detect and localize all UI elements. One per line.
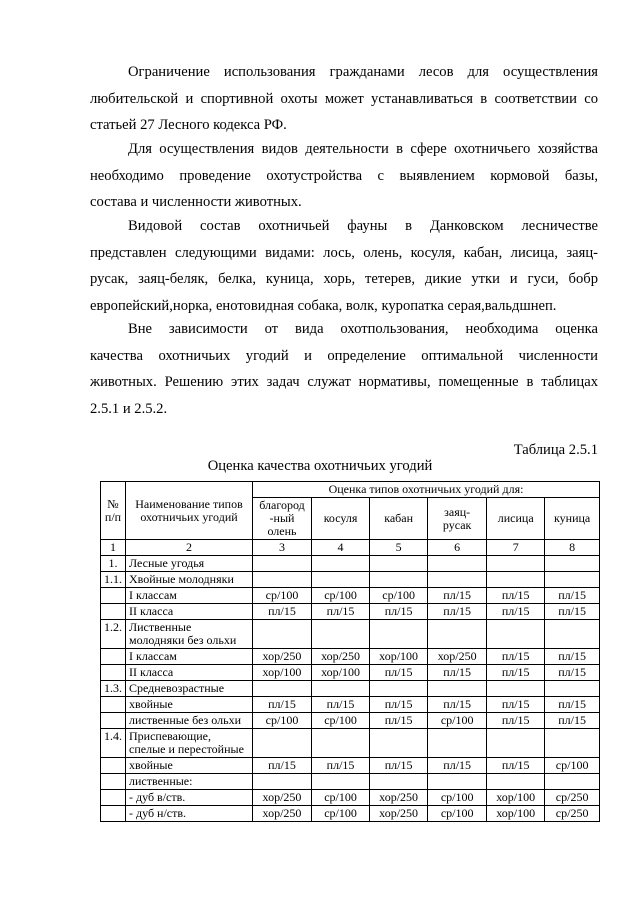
assessment-cell: ср/100	[312, 713, 370, 729]
table-row	[101, 758, 600, 774]
assessment-cell	[545, 556, 600, 572]
text-line: статьей 27 Лесного кодекса РФ.	[90, 117, 287, 133]
table-row	[101, 556, 600, 572]
assessment-cell	[370, 620, 428, 649]
assessment-cell: хор/250	[253, 806, 312, 822]
assessment-cell: пл/15	[545, 665, 600, 681]
row-number: 1.3.	[101, 681, 126, 697]
text-line: состава и численности животных.	[90, 194, 302, 210]
assessment-cell: пл/15	[545, 588, 600, 604]
assessment-cell: пл/15	[487, 604, 545, 620]
assessment-cell	[487, 774, 545, 790]
assessment-cell	[253, 572, 312, 588]
assessment-cell: ср/100	[312, 806, 370, 822]
assessment-cell: хор/250	[253, 649, 312, 665]
assessment-cell	[545, 681, 600, 697]
row-number: 1.4.	[101, 729, 126, 758]
assessment-cell: хор/250	[253, 790, 312, 806]
assessment-cell	[545, 572, 600, 588]
assessment-cell: пл/15	[370, 713, 428, 729]
row-number	[101, 649, 126, 665]
table-row	[101, 697, 600, 713]
header-species: лисица	[487, 498, 545, 540]
table-row	[101, 620, 600, 649]
table-title: Оценка качества охотничьих угодий	[207, 458, 433, 474]
paragraph-hunting-restriction	[90, 59, 598, 139]
text-line: животных. Решению этих задач служат нормативы, помещенные в таблицах	[90, 374, 598, 390]
assessment-cell: пл/15	[428, 758, 487, 774]
table-row	[101, 572, 600, 588]
assessment-cell: ср/100	[253, 588, 312, 604]
row-number	[101, 758, 126, 774]
assessment-cell: пл/15	[545, 713, 600, 729]
ground-type-name: II класса	[126, 665, 253, 681]
header-species: куница	[545, 498, 600, 540]
ground-type-name: Лиственные молодняки без ольхи	[126, 620, 253, 649]
assessment-cell	[312, 681, 370, 697]
assessment-cell	[312, 572, 370, 588]
assessment-cell	[487, 681, 545, 697]
table-row	[101, 713, 600, 729]
ground-type-name: Лесные угодья	[126, 556, 253, 572]
row-number: 1.1.	[101, 572, 126, 588]
ground-type-name: хвойные	[126, 697, 253, 713]
assessment-cell: хор/100	[487, 806, 545, 822]
assessment-cell	[428, 556, 487, 572]
assessment-cell: ср/100	[428, 790, 487, 806]
assessment-cell	[370, 774, 428, 790]
assessment-cell: пл/15	[428, 697, 487, 713]
assessment-cell	[312, 774, 370, 790]
assessment-cell: пл/15	[370, 604, 428, 620]
assessment-cell: пл/15	[253, 604, 312, 620]
assessment-cell: пл/15	[253, 758, 312, 774]
header-species: косуля	[312, 498, 370, 540]
text-line: представлен следующими видами: лось, олень, косуля, кабан, лисица, заяц-	[90, 244, 598, 261]
assessment-cell	[253, 729, 312, 758]
assessment-cell	[312, 620, 370, 649]
row-number	[101, 713, 126, 729]
assessment-cell: ср/100	[428, 806, 487, 822]
column-number: 2	[126, 540, 253, 556]
text-line: 2.5.1 и 2.5.2.	[90, 400, 168, 417]
assessment-cell: пл/15	[370, 697, 428, 713]
text-line: Ограничение использования гражданами лесов для осуществления	[128, 64, 598, 80]
table-row	[101, 681, 600, 697]
header-species: кабан	[370, 498, 428, 540]
assessment-cell	[253, 774, 312, 790]
header-num: № п/п	[101, 482, 126, 540]
table-row	[101, 806, 600, 822]
assessment-cell	[312, 556, 370, 572]
assessment-cell: пл/15	[487, 665, 545, 681]
assessment-cell	[428, 620, 487, 649]
assessment-cell: пл/15	[428, 665, 487, 681]
assessment-cell: пл/15	[370, 758, 428, 774]
assessment-cell	[545, 620, 600, 649]
row-number	[101, 774, 126, 790]
text-line: европейский,норка, енотовидная собака, волк, куропатка серая,вальдшнеп.	[90, 297, 557, 314]
assessment-cell: ср/250	[545, 790, 600, 806]
assessment-cell	[545, 729, 600, 758]
assessment-cell: хор/250	[428, 649, 487, 665]
assessment-cell	[428, 572, 487, 588]
assessment-cell: пл/15	[428, 604, 487, 620]
column-number: 5	[370, 540, 428, 556]
assessment-cell: хор/250	[370, 806, 428, 822]
assessment-cell: пл/15	[487, 713, 545, 729]
assessment-cell: пл/15	[312, 604, 370, 620]
assessment-cell	[370, 556, 428, 572]
assessment-cell	[370, 681, 428, 697]
ground-type-name: - дуб в/ств.	[126, 790, 253, 806]
paragraph-hunting-management	[90, 136, 598, 216]
text-line: русак, заяц-беляк, белка, куница, хорь, тетерев, дикие утки и гуси, бобр	[90, 271, 598, 287]
header-species: благород -ный олень	[253, 498, 312, 540]
ground-type-name: I классам	[126, 649, 253, 665]
column-number: 3	[253, 540, 312, 556]
assessment-cell: ср/100	[428, 713, 487, 729]
assessment-cell	[428, 774, 487, 790]
text-line: любительской и спортивной охоты может устанавливаться в соответствии со	[90, 90, 598, 107]
header-assessment-group: Оценка типов охотничьих угодий для:	[253, 482, 600, 498]
column-number: 1	[101, 540, 126, 556]
table-row	[101, 790, 600, 806]
ground-type-name: Хвойные молодняки	[126, 572, 253, 588]
assessment-cell: ср/250	[545, 806, 600, 822]
row-number	[101, 790, 126, 806]
assessment-cell	[487, 620, 545, 649]
assessment-cell: пл/15	[312, 697, 370, 713]
assessment-cell: ср/100	[545, 758, 600, 774]
assessment-cell	[487, 572, 545, 588]
assessment-cell	[253, 681, 312, 697]
ground-type-name: хвойные	[126, 758, 253, 774]
assessment-cell: хор/100	[253, 665, 312, 681]
assessment-cell	[253, 556, 312, 572]
assessment-cell: пл/15	[545, 697, 600, 713]
ground-type-name: Приспевающие, спелые и перестойные	[126, 729, 253, 758]
assessment-cell	[428, 729, 487, 758]
assessment-cell: хор/250	[370, 790, 428, 806]
row-number	[101, 604, 126, 620]
assessment-cell: ср/100	[312, 588, 370, 604]
assessment-cell: пл/15	[487, 758, 545, 774]
assessment-cell: пл/15	[487, 649, 545, 665]
table-row	[101, 588, 600, 604]
paragraph-fauna-composition	[90, 213, 598, 319]
row-number	[101, 806, 126, 822]
assessment-cell: пл/15	[428, 588, 487, 604]
table-body	[101, 556, 600, 822]
text-line: Для осуществления видов деятельности в сфере охотничьего хозяйства	[128, 141, 598, 157]
text-line: Вне зависимости от вида охотпользования, необходима оценка	[128, 321, 598, 337]
ground-type-name: лиственные без ольхи	[126, 713, 253, 729]
table-label: Таблица 2.5.1	[513, 442, 598, 458]
assessment-cell	[253, 620, 312, 649]
paragraph-quality-assessment	[90, 316, 598, 422]
row-number: 1.2.	[101, 620, 126, 649]
assessment-cell	[487, 556, 545, 572]
row-number	[101, 697, 126, 713]
row-number	[101, 665, 126, 681]
column-number: 8	[545, 540, 600, 556]
assessment-cell: хор/100	[487, 790, 545, 806]
column-number: 7	[487, 540, 545, 556]
assessment-cell: пл/15	[545, 649, 600, 665]
table-row	[101, 665, 600, 681]
assessment-cell: хор/100	[370, 649, 428, 665]
header-species: заяц- русак	[428, 498, 487, 540]
assessment-cell: ср/100	[370, 588, 428, 604]
assessment-cell	[370, 572, 428, 588]
assessment-cell	[545, 774, 600, 790]
assessment-cell: пл/15	[370, 665, 428, 681]
assessment-cell	[370, 729, 428, 758]
text-line: Видовой состав охотничьей фауны в Данковском лесничестве	[128, 218, 598, 234]
assessment-cell: ср/100	[253, 713, 312, 729]
assessment-cell: ср/100	[312, 790, 370, 806]
header-ground-type: Наименование типов охотничьих угодий	[126, 482, 253, 540]
table-row	[101, 604, 600, 620]
hunting-grounds-table	[100, 481, 600, 822]
assessment-cell: пл/15	[253, 697, 312, 713]
text-line: качества охотничьих угодий и определение оптимальной численности	[90, 347, 598, 364]
assessment-cell: пл/15	[545, 604, 600, 620]
assessment-cell: хор/250	[312, 649, 370, 665]
row-number	[101, 588, 126, 604]
ground-type-name: лиственные:	[126, 774, 253, 790]
assessment-cell	[312, 729, 370, 758]
text-line: необходимо проведение охотустройства с выявлением кормовой базы,	[90, 167, 598, 184]
assessment-cell: пл/15	[312, 758, 370, 774]
assessment-cell: пл/15	[487, 697, 545, 713]
ground-type-name: - дуб н/ств.	[126, 806, 253, 822]
row-number: 1.	[101, 556, 126, 572]
column-number: 6	[428, 540, 487, 556]
ground-type-name: Средневозрастные	[126, 681, 253, 697]
ground-type-name: II класса	[126, 604, 253, 620]
ground-type-name: I классам	[126, 588, 253, 604]
table-row	[101, 729, 600, 758]
table-row	[101, 774, 600, 790]
table-row	[101, 649, 600, 665]
assessment-cell: хор/100	[312, 665, 370, 681]
assessment-cell	[428, 681, 487, 697]
assessment-cell	[487, 729, 545, 758]
column-number: 4	[312, 540, 370, 556]
assessment-cell: пл/15	[487, 588, 545, 604]
